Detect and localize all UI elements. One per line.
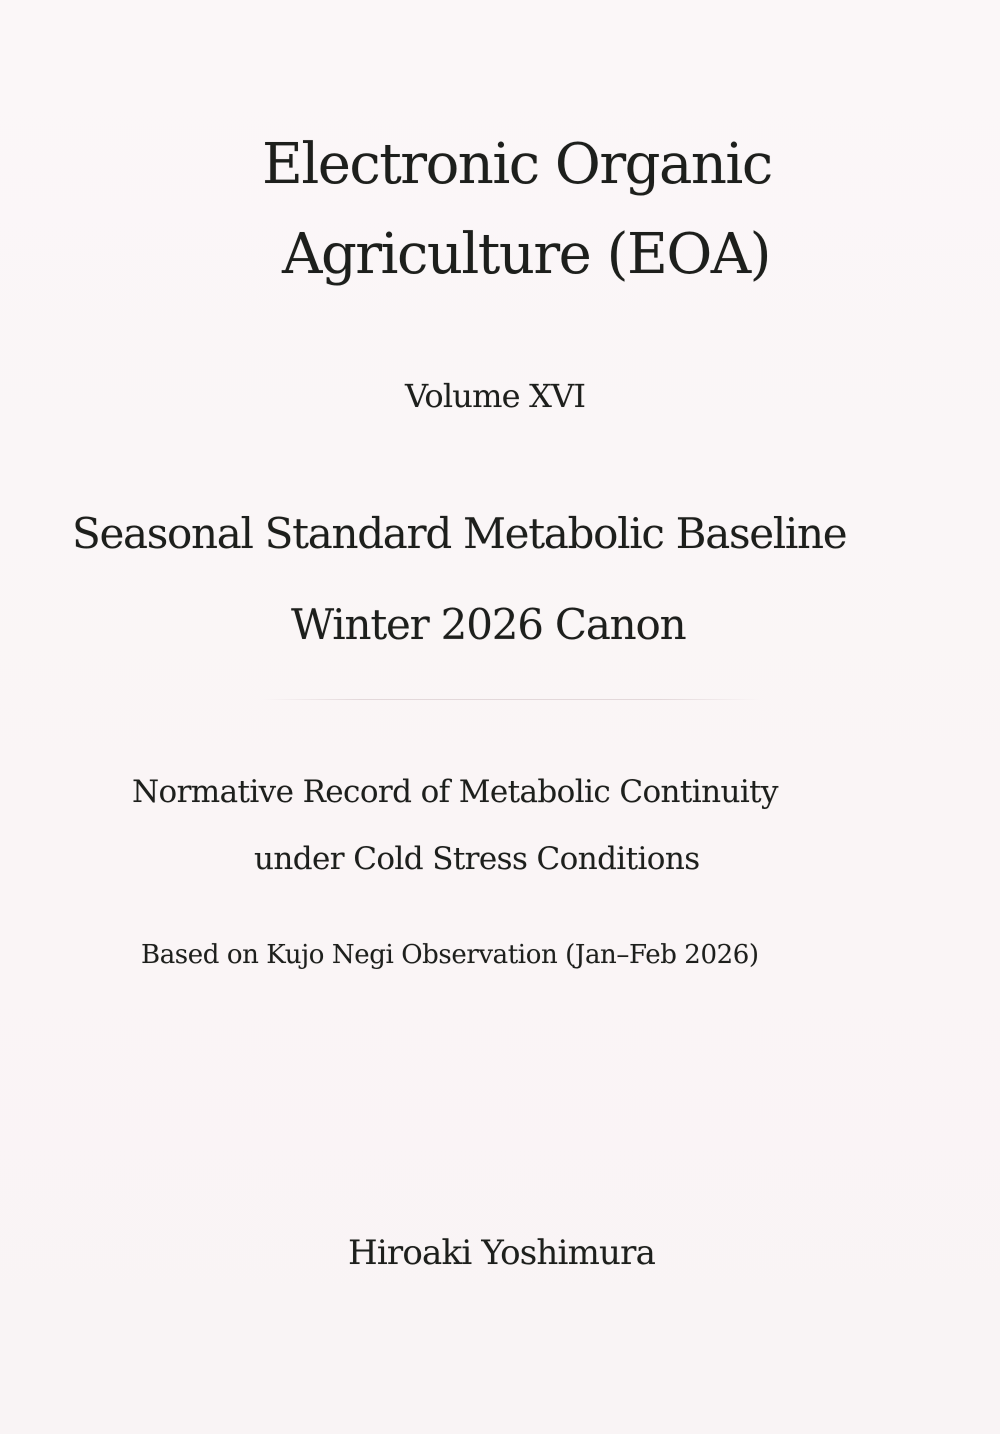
- description-line-2: under Cold Stress Conditions: [254, 841, 700, 877]
- observation-basis: Based on Kujo Negi Observation (Jan–Feb 2026): [141, 940, 759, 970]
- subtitle-line-2: Winter 2026 Canon: [291, 600, 686, 649]
- subtitle-line-1: Seasonal Standard Metabolic Baseline: [72, 509, 847, 558]
- book-title-line-2: Agriculture (EOA): [282, 222, 771, 287]
- volume-number: Volume XVI: [405, 377, 586, 415]
- section-divider: [262, 699, 760, 700]
- book-title-line-1: Electronic Organic: [262, 132, 772, 197]
- author-name: Hiroaki Yoshimura: [348, 1233, 656, 1273]
- description-line-1: Normative Record of Metabolic Continuity: [132, 774, 778, 810]
